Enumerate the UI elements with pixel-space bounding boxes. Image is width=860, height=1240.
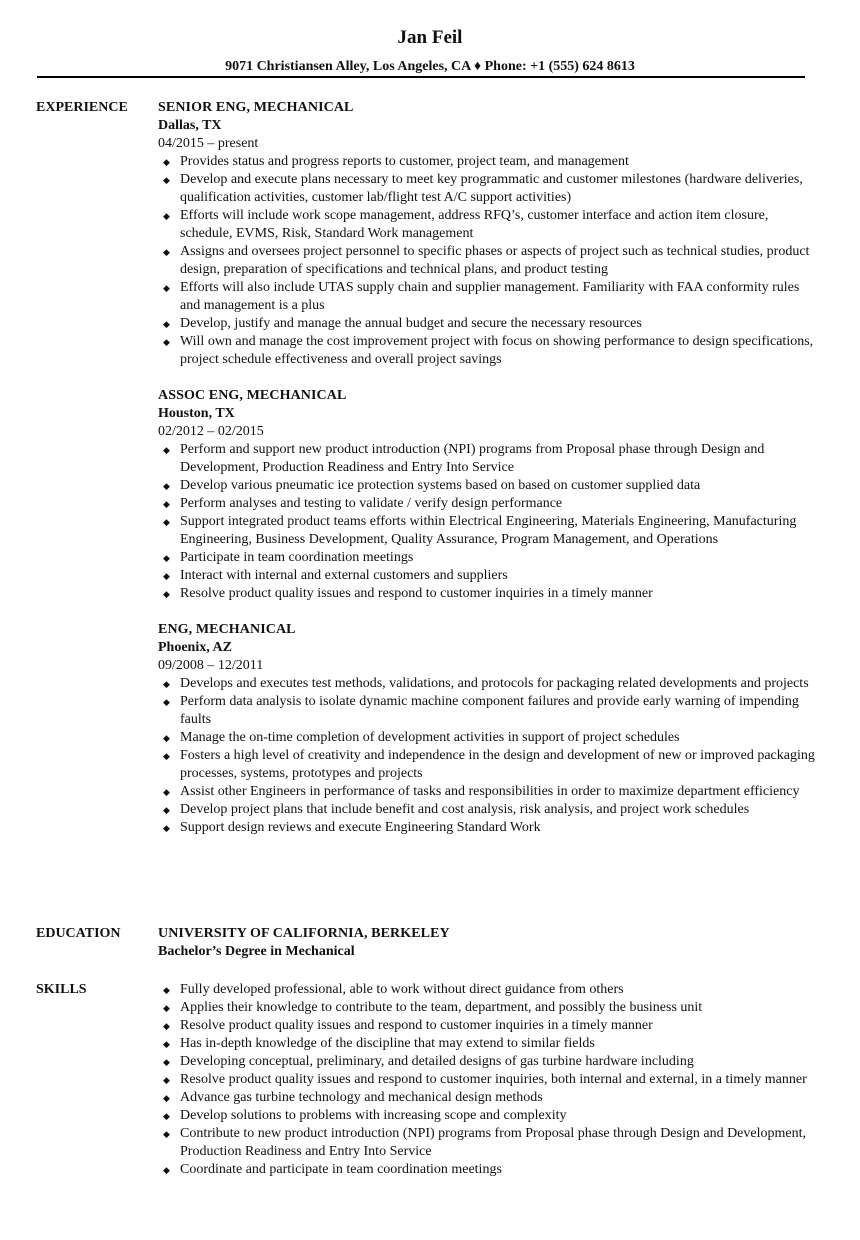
bullet-text: Coordinate and participate in team coordination meetings xyxy=(180,1162,502,1177)
job-responsibilities xyxy=(158,441,818,603)
bullet-icon: ◆ xyxy=(163,751,170,761)
skill-item xyxy=(158,1107,818,1125)
skill-item xyxy=(158,1053,818,1071)
job-dates: 09/2008 – 12/2011 xyxy=(158,658,264,673)
bullet-icon: ◆ xyxy=(163,445,170,455)
education-entry xyxy=(158,925,818,961)
skill-item xyxy=(158,1035,818,1053)
bullet-text: Develop various pneumatic ice protection systems based on based on customer supplied data xyxy=(180,478,701,493)
section-label-skills: SKILLS xyxy=(36,982,87,997)
job-dates: 04/2015 – present xyxy=(158,136,259,151)
responsibility-item xyxy=(158,567,818,585)
bullet-icon: ◆ xyxy=(163,157,170,167)
candidate-name: Jan Feil xyxy=(397,27,463,48)
bullet-text: Will own and manage the cost improvement project with focus on showing performance to design specifications, project schedule effectiveness and overall project savings xyxy=(180,334,814,367)
bullet-icon: ◆ xyxy=(163,553,170,563)
responsibility-item xyxy=(158,153,818,171)
bullet-icon: ◆ xyxy=(163,733,170,743)
bullet-icon: ◆ xyxy=(163,1111,170,1121)
responsibility-item xyxy=(158,675,818,693)
bullet-icon: ◆ xyxy=(163,697,170,707)
job-location: Dallas, TX xyxy=(158,118,222,133)
job-entry xyxy=(158,99,818,369)
bullet-icon: ◆ xyxy=(163,1021,170,1031)
skill-item xyxy=(158,981,818,999)
bullet-text: Develop and execute plans necessary to meet key programmatic and customer milestones (hardware deliveries, qualification activities, customer lab/flight test A/C support activities) xyxy=(180,172,803,205)
section-label-experience: EXPERIENCE xyxy=(36,100,128,115)
bullet-icon: ◆ xyxy=(163,679,170,689)
responsibility-item xyxy=(158,243,818,279)
bullet-text: Contribute to new product introduction (NPI) programs from Proposal phase through Design and Development, Production Readiness and Entry Into Service xyxy=(180,1126,806,1159)
job-dates: 02/2012 – 02/2015 xyxy=(158,424,264,439)
job-responsibilities xyxy=(158,675,818,837)
education-school: UNIVERSITY OF CALIFORNIA, BERKELEY xyxy=(158,926,450,941)
bullet-icon: ◆ xyxy=(163,589,170,599)
bullet-text: Has in-depth knowledge of the discipline that may extend to similar fields xyxy=(180,1036,595,1051)
bullet-icon: ◆ xyxy=(163,337,170,347)
job-responsibilities xyxy=(158,153,818,369)
responsibility-item xyxy=(158,801,818,819)
responsibility-item xyxy=(158,171,818,207)
skill-item xyxy=(158,1161,818,1179)
bullet-icon: ◆ xyxy=(163,1057,170,1067)
bullet-icon: ◆ xyxy=(163,1093,170,1103)
skill-item xyxy=(158,1017,818,1035)
bullet-text: Develops and executes test methods, validations, and protocols for packaging related developments and projects xyxy=(180,676,809,691)
responsibility-item xyxy=(158,315,818,333)
job-entry xyxy=(158,621,818,837)
bullet-icon: ◆ xyxy=(163,481,170,491)
bullet-text: Develop project plans that include benefit and cost analysis, risk analysis, and project work schedules xyxy=(180,802,750,817)
bullet-text: Fully developed professional, able to work without direct guidance from others xyxy=(180,982,624,997)
bullet-text: Provides status and progress reports to customer, project team, and management xyxy=(180,154,629,169)
bullet-text: Assist other Engineers in performance of tasks and responsibilities in order to maximize department efficiency xyxy=(180,784,800,799)
responsibility-item xyxy=(158,441,818,477)
responsibility-item xyxy=(158,207,818,243)
bullet-text: Assigns and oversees project personnel to specific phases or aspects of project such as technical studies, product design, preparation of specifications and technical plans, and product testing xyxy=(180,244,810,277)
responsibility-item xyxy=(158,693,818,729)
job-location: Houston, TX xyxy=(158,406,235,421)
section-label-education: EDUCATION xyxy=(36,926,121,941)
bullet-text: Manage the on-time completion of development activities in support of project schedules xyxy=(180,730,680,745)
bullet-text: Perform data analysis to isolate dynamic machine component failures and provide early warning of impending faults xyxy=(180,694,799,727)
responsibility-item xyxy=(158,729,818,747)
skills-list xyxy=(158,981,818,1179)
bullet-icon: ◆ xyxy=(163,787,170,797)
bullet-text: Perform analyses and testing to validate / verify design performance xyxy=(180,496,563,511)
bullet-icon: ◆ xyxy=(163,517,170,527)
bullet-icon: ◆ xyxy=(163,985,170,995)
bullet-icon: ◆ xyxy=(163,319,170,329)
responsibility-item xyxy=(158,495,818,513)
contact-line: 9071 Christiansen Alley, Los Angeles, CA ♦ Phone: +1 (555) 624 8613 xyxy=(225,59,635,74)
header-divider xyxy=(37,76,805,78)
bullet-icon: ◆ xyxy=(163,175,170,185)
experience-list xyxy=(158,99,818,855)
bullet-icon: ◆ xyxy=(163,1129,170,1139)
bullet-text: Support design reviews and execute Engineering Standard Work xyxy=(180,820,541,835)
bullet-icon: ◆ xyxy=(163,1075,170,1085)
bullet-icon: ◆ xyxy=(163,499,170,509)
bullet-text: Fosters a high level of creativity and independence in the design and development of new or improved packaging processes, systems, prototypes and projects xyxy=(180,748,815,781)
bullet-icon: ◆ xyxy=(163,1165,170,1175)
bullet-text: Efforts will include work scope management, address RFQ’s, customer interface and action item closure, schedule, EVMS, Risk, Standard Work management xyxy=(180,208,769,241)
responsibility-item xyxy=(158,747,818,783)
bullet-icon: ◆ xyxy=(163,823,170,833)
job-title: SENIOR ENG, MECHANICAL xyxy=(158,100,354,115)
responsibility-item xyxy=(158,819,818,837)
bullet-icon: ◆ xyxy=(163,1003,170,1013)
bullet-text: Support integrated product teams efforts within Electrical Engineering, Materials Engineering, Manufacturing Engineering, Business Development, Quality Assurance, Program Management, and Operations xyxy=(180,514,797,547)
responsibility-item xyxy=(158,549,818,567)
bullet-text: Develop solutions to problems with increasing scope and complexity xyxy=(180,1108,567,1123)
bullet-icon: ◆ xyxy=(163,571,170,581)
skill-item xyxy=(158,1125,818,1161)
responsibility-item xyxy=(158,333,818,369)
bullet-text: Efforts will also include UTAS supply chain and supplier management. Familiarity with FAA conformity rules and management is a plus xyxy=(180,280,800,313)
skill-item xyxy=(158,1089,818,1107)
bullet-text: Advance gas turbine technology and mechanical design methods xyxy=(180,1090,543,1105)
job-title: ENG, MECHANICAL xyxy=(158,622,296,637)
bullet-text: Develop, justify and manage the annual budget and secure the necessary resources xyxy=(180,316,642,331)
bullet-text: Resolve product quality issues and respond to customer inquiries in a timely manner xyxy=(180,1018,653,1033)
bullet-icon: ◆ xyxy=(163,1039,170,1049)
bullet-icon: ◆ xyxy=(163,211,170,221)
responsibility-item xyxy=(158,585,818,603)
job-location: Phoenix, AZ xyxy=(158,640,232,655)
bullet-text: Developing conceptual, preliminary, and detailed designs of gas turbine hardware including xyxy=(180,1054,694,1069)
skill-item xyxy=(158,1071,818,1089)
bullet-text: Applies their knowledge to contribute to the team, department, and possibly the business unit xyxy=(180,1000,703,1015)
bullet-text: Interact with internal and external customers and suppliers xyxy=(180,568,508,583)
skills-body xyxy=(158,981,818,1179)
bullet-icon: ◆ xyxy=(163,283,170,293)
responsibility-item xyxy=(158,279,818,315)
skill-item xyxy=(158,999,818,1017)
responsibility-item xyxy=(158,477,818,495)
responsibility-item xyxy=(158,783,818,801)
bullet-text: Perform and support new product introduction (NPI) programs from Proposal phase through Design and Development, Production Readiness and Entry Into Service xyxy=(180,442,765,475)
job-title: ASSOC ENG, MECHANICAL xyxy=(158,388,347,403)
job-entry xyxy=(158,387,818,603)
bullet-text: Participate in team coordination meetings xyxy=(180,550,414,565)
bullet-text: Resolve product quality issues and respond to customer inquiries in a timely manner xyxy=(180,586,653,601)
bullet-text: Resolve product quality issues and respond to customer inquiries, both internal and external, in a timely manner xyxy=(180,1072,807,1087)
education-degree: Bachelor’s Degree in Mechanical xyxy=(158,944,355,959)
bullet-icon: ◆ xyxy=(163,247,170,257)
bullet-icon: ◆ xyxy=(163,805,170,815)
responsibility-item xyxy=(158,513,818,549)
